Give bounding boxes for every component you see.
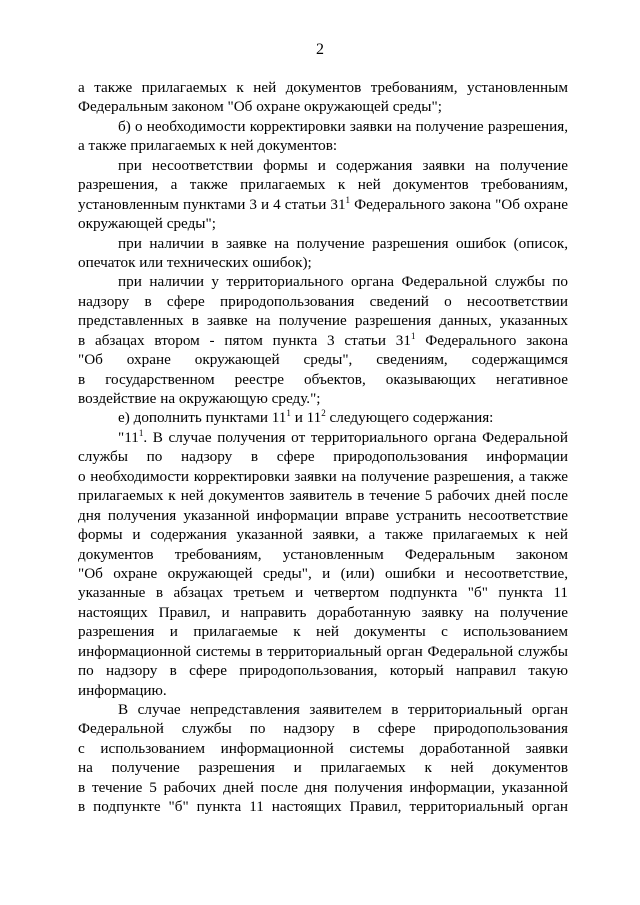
text-run: с использованием информационной системы доработанной заявки [78,739,568,757]
text-line [78,700,568,719]
text-line [78,97,568,116]
text-run: установленным пунктами 3 и 4 статьи 31 [78,195,346,213]
text-run: Федерального закона [415,331,568,349]
superscript: 2 [321,408,326,419]
text-line [78,292,568,311]
text-run: окружающей среды"; [78,215,216,233]
text-line [78,545,568,564]
text-run: указанные в абзацах третьем и четвертом подпункта "б" пункта 11 [78,584,568,602]
superscript: 1 [345,194,351,205]
text-run: опечаток или технических ошибок); [78,253,312,271]
superscript: 1 [286,408,291,419]
text-run: о необходимости корректировки заявки на получение разрешения, а также [78,467,568,485]
text-line [78,486,568,505]
text-line [78,272,568,291]
text-line [78,214,568,233]
text-line [78,311,568,330]
text-run: Федерального закона "Об охране [350,195,568,213]
text-line [78,506,568,525]
text-line [78,408,568,427]
text-line [78,719,568,738]
text-line [78,564,568,583]
text-line [78,525,568,544]
text-run: в государственном реестре объектов, оказывающих негативное [78,370,568,388]
text-line [78,117,568,136]
text-run: в подпункте "б" пункта 11 настоящих Правил, территориальный орган [78,798,568,816]
text-line [78,136,568,155]
document-body [78,78,568,817]
text-run: . В случае получения от территориального органа Федеральной [143,428,568,446]
text-run: информацию. [78,681,167,699]
text-line [78,447,568,466]
text-line [78,681,568,700]
text-line [78,758,568,777]
text-line [78,739,568,758]
text-run: на получение разрешения и прилагаемых к ней документов [78,759,568,777]
text-line [78,661,568,680]
text-run: Федеральным законом "Об охране окружающей среды"; [78,98,442,116]
text-line [78,603,568,622]
text-line [78,370,568,389]
text-run: по надзору в сфере природопользования, который направил такую [78,662,568,680]
text-run: воздействие на окружающую среду."; [78,390,321,407]
text-run: настоящих Правил, и направить доработанную заявку на получение [78,603,568,621]
text-run: дня получения указанной информации вправе устранить несоответствие [78,506,568,524]
text-run: при наличии в заявке на получение разрешения ошибок (описок, [118,234,568,252]
text-run: в абзацах втором - пятом пункта 3 статьи 31 [78,331,411,349]
text-run: разрешения, а также прилагаемых к ней документов требованиям, [78,176,568,194]
text-run: "11 [118,428,139,446]
text-line [78,622,568,641]
text-run: е) дополнить пунктами 11 [118,409,287,427]
text-line [78,175,568,194]
text-run: "Об охране окружающей среды", сведениям, содержащимся [78,351,568,369]
text-run: прилагаемых к ней документов заявитель в течение 5 рабочих дней после [78,487,568,505]
text-run: при несоответствии формы и содержания заявки на получение [118,156,568,174]
text-run: В случае непредставления заявителем в территориальный орган [118,701,568,718]
text-run: документов требованиям, установленным Федеральным законом [78,545,568,563]
text-run: надзору в сфере природопользования сведений о несоответствии [78,292,568,310]
text-run: следующего содержания: [325,409,494,427]
text-line [78,234,568,253]
text-run: "Об охране окружающей среды", и (или) ошибки и несоответствие, [78,564,568,582]
text-line [78,797,568,816]
text-run: при наличии у территориального органа Федеральной службы по [118,273,568,291]
text-run: формы и содержания указанной заявки, а также прилагаемых к ней [78,526,568,544]
text-run: информационной системы в территориальный орган Федеральной службы [78,642,568,660]
text-line [78,583,568,602]
text-line [78,428,568,447]
text-run: представленных в заявке на получение разрешения данных, указанных [78,312,568,330]
text-run: службы по надзору в сфере природопользования информации [78,448,568,466]
text-line [78,253,568,272]
text-run: а также прилагаемых к ней документов требованиям, установленным [78,79,568,96]
text-line [78,642,568,661]
text-line [78,389,568,408]
page-number: 2 [316,41,324,58]
text-line [78,156,568,175]
text-run: Федеральной службы по надзору в сфере природопользования [78,720,568,738]
text-line [78,78,568,97]
text-run: и 11 [290,409,322,427]
text-line [78,778,568,797]
text-line [78,331,568,350]
text-line [78,350,568,369]
text-line [78,195,568,214]
text-run: разрешения и прилагаемые к ней документы с использованием [78,623,568,641]
text-line [78,467,568,486]
text-run: б) о необходимости корректировки заявки на получение разрешения, [118,117,568,135]
superscript: 1 [138,427,144,438]
superscript: 1 [410,330,416,341]
text-run: в течение 5 рабочих дней после дня получения информации, указанной [78,778,568,796]
text-run: а также прилагаемых к ней документов: [78,137,338,155]
